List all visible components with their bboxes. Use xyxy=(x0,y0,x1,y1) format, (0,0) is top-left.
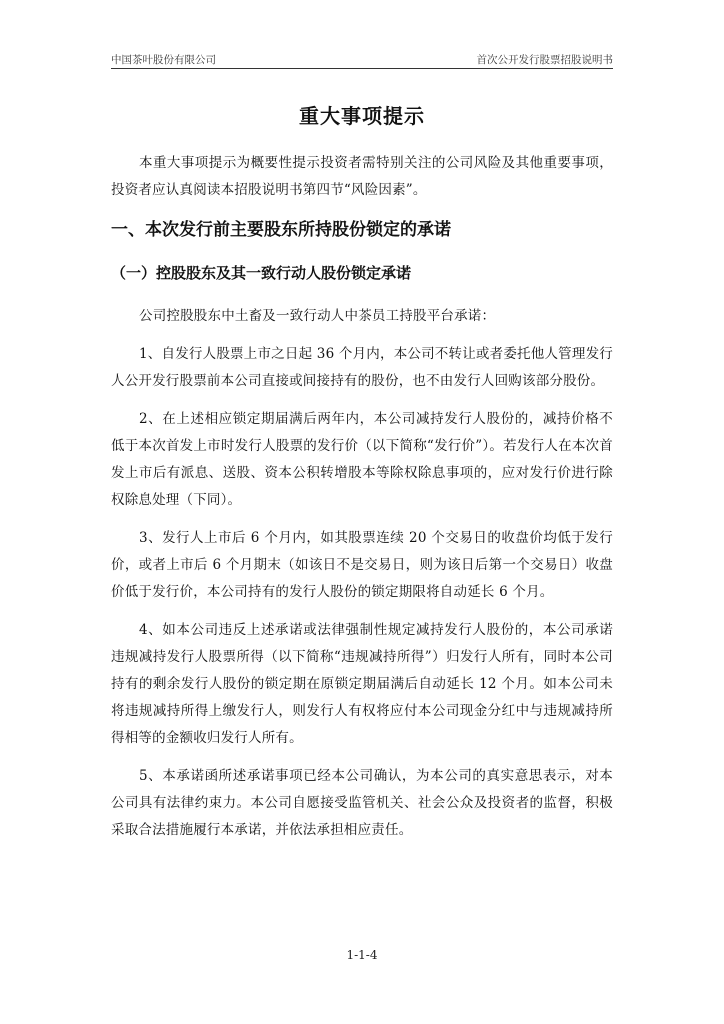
paragraph-commitment-intro: 公司控股股东中土畜及一致行动人中茶员工持股平台承诺： xyxy=(139,308,496,324)
header-document-title: 首次公开发行股票招股说明书 xyxy=(476,54,613,66)
paragraph-item-3: 3、发行人上市后 6 个月内，如其股票连续 20 个交易日的收盘价均低于发行价，或者上市后 6 个月期末（如该日不是交易日，则为该日后第一个交易日）收盘价低于发行价，本公司持有的发行人股份的锁定期限将自动延长 6 个月。 xyxy=(111,530,613,600)
header-company-name: 中国茶叶股份有限公司 xyxy=(111,54,216,66)
paragraph-item-4: 4、如本公司违反上述承诺或法律强制性规定减持发行人股份的，本公司承诺违规减持发行人股票所得（以下简称“违规减持所得”）归发行人所有，同时本公司持有的剩余发行人股份的锁定期在原锁定期届满后自动延长 12 个月。如本公司未将违规减持所得上缴发行人，则发行人有权将应付本公司现金分红中与违规减持所得相等的金额收归发行人所有。 xyxy=(111,622,613,746)
subsection-heading: （一）控股股东及其一致行动人股份锁定承诺 xyxy=(111,264,412,282)
document-body xyxy=(111,150,613,855)
intro-paragraph: 本重大事项提示为概要性提示投资者需特别关注的公司风险及其他重要事项，投资者应认真阅读本招股说明书第四节“风险因素”。 xyxy=(111,155,613,198)
page-title: 重大事项提示 xyxy=(299,104,425,128)
page-header xyxy=(111,50,613,69)
paragraph-item-5: 5、本承诺函所述承诺事项已经本公司确认，为本公司的真实意思表示，对本公司具有法律约束力。本公司自愿接受监管机关、社会公众及投资者的监督，积极采取合法措施履行本承诺，并依法承担相应责任。 xyxy=(111,768,613,838)
section-heading: 一、本次发行前主要股东所持股份锁定的承诺 xyxy=(111,220,451,240)
page-number: 1-1-4 xyxy=(346,948,378,962)
paragraph-item-2: 2、在上述相应锁定期届满后两年内，本公司减持发行人股份的，减持价格不低于本次首发上市时发行人股票的发行价（以下简称“发行价”）。若发行人在本次首发上市后有派息、送股、资本公积转增股本等除权除息事项的，应对发行价进行除权除息处理（下同）。 xyxy=(111,411,613,508)
paragraph-item-1: 1、自发行人股票上市之日起 36 个月内，本公司不转让或者委托他人管理发行人公开发行股票前本公司直接或间接持有的股份，也不由发行人回购该部分股份。 xyxy=(111,346,613,389)
